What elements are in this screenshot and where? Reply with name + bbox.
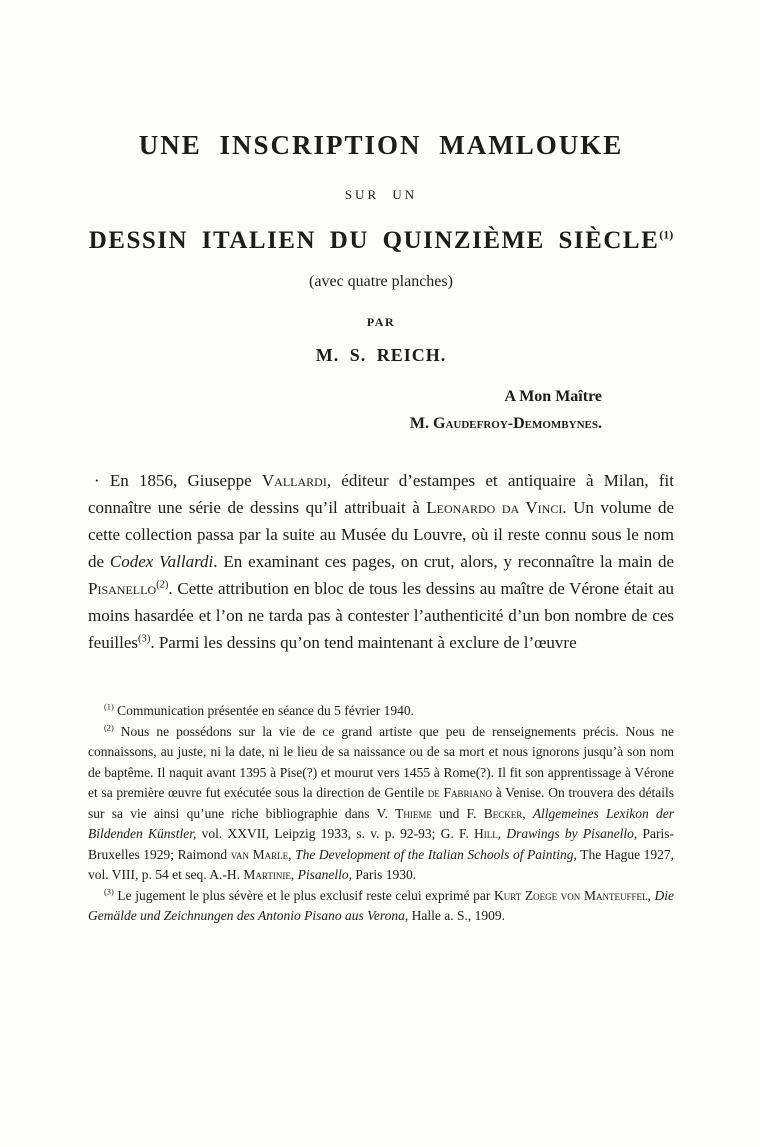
footnote-2: $^{(2)}$ Nous ne possédons sur la vie de ce grand artiste que peu de renseignements précis. Nous ne connaissons, au juste, ni la date, ni le lieu de sa naissance ou de sa mort et nous ignorons jusqu’à son nom de baptême. Il naquit avant 1395 à Pise(?) et mourut vers 1455 à Rome(?). Il fit son apprentissage à Vérone et sa première œuvre fut exécutée sous la direction de Gentile de Fabriano à Venise. On trouvera des détails sur sa vie ainsi qu’une riche bibliographie dans V. Thieme und F. Becker, Allgemeines Lexikon der Bildenden Künstler, vol. XXVII, Leipzig 1933, s. v. p. 92-93; G. F. Hill, Drawings by Pisanello, Paris-Bruxelles 1929; Raimond van Marle, The Development of the Italian Schools of Painting, The Hague 1927, vol. VIII, p. 54 et seq. A.-H. Martinie, Pisanello, Paris 1930. <box>88 723 675 882</box>
dedication-line-1: A Mon Maître <box>504 388 602 405</box>
footnote-1: $^{(1)}$ Communication présentée en séance du 5 février 1940. <box>104 702 415 718</box>
author-name: M. S. REICH. <box>315 345 447 365</box>
dedication-line-2: M. Gaudefroy-Demombynes. <box>409 415 602 432</box>
title-connector: SUR UN <box>344 187 418 202</box>
dedication <box>88 383 674 437</box>
page-subtitle-title <box>88 227 674 255</box>
title-footnote-ref: (1) <box>659 227 674 242</box>
plates-note: (avec quatre planches) <box>309 273 453 290</box>
footnotes-section <box>88 701 674 927</box>
footnote-3: $^{(3)}$ Le jugement le plus sévère et le plus exclusif reste celui exprimé par Kurt Zoege von Manteuffel, Die Gemälde und Zeichnungen des Antonio Pisano aus Verona, Halle a. S., 1909. <box>88 887 674 923</box>
body-paragraph: · En 1856, Giuseppe Vallardi, éditeur d’estampes et antiquaire à Milan, fit connaître une série de dessins qu’il attribuait à Leonardo da Vinci. Un volume de cette collection passa par la suite au Musée du Louvre, où il reste connu sous le nom de Codex Vallardi. En examinant ces pages, on crut, alors, y reconnaître la main de Pisanello$^{(2)}$. Cette attribution en bloc de tous les dessins au maître de Vérone était au moins hasardée et l’on ne tarda pas à contester l’authenticité d’un bon nombre de ces feuilles$^{(3)}$. Parmi les dessins qu’on tend maintenant à exclure de l’œuvre <box>88 471 675 652</box>
byline-par-label: PAR <box>366 315 396 329</box>
page-subtitle-title-text: DESSIN ITALIEN DU QUINZIÈME SIÈCLE <box>88 227 660 254</box>
page-title: UNE INSCRIPTION MAMLOUKE <box>138 130 624 160</box>
